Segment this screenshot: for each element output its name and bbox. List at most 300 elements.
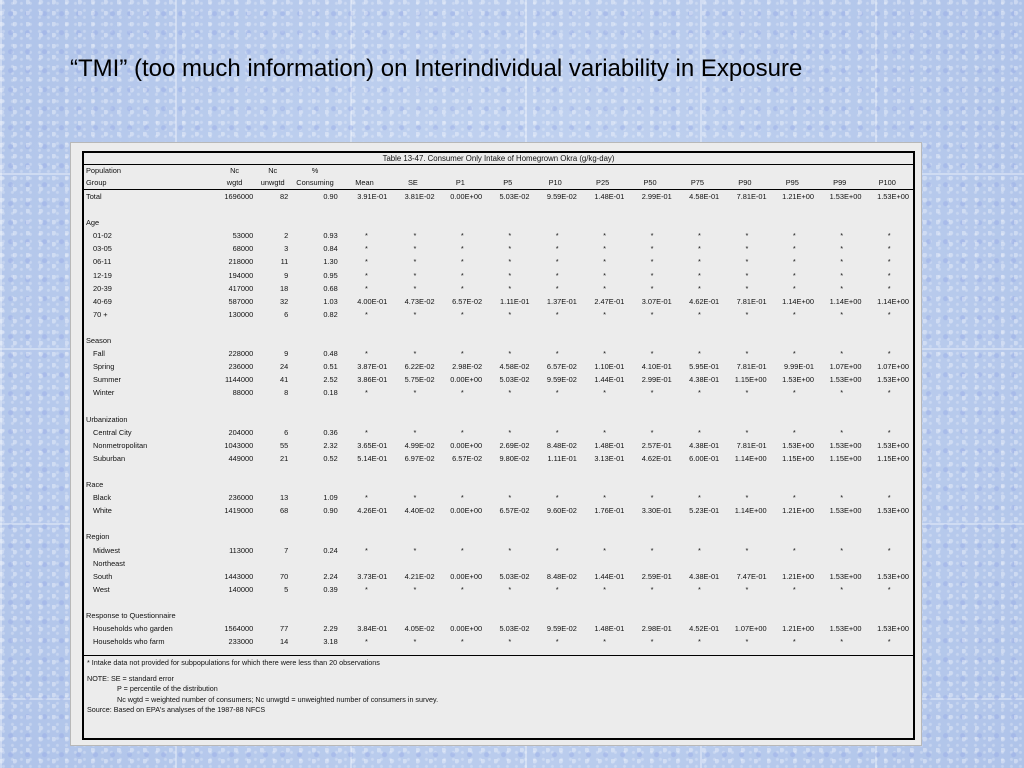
row-label: 01-02 [93, 231, 112, 241]
value-cell: * [365, 545, 368, 555]
value-cell: * [887, 257, 891, 267]
nc-weighted-cell: 1696000 [224, 192, 254, 201]
column-header: % [311, 166, 319, 175]
nc-weighted-cell: 204000 [228, 427, 254, 437]
row-label: Spring [93, 362, 115, 372]
value-cell: 2.57E-01 [641, 440, 672, 450]
value-cell: * [603, 637, 607, 647]
value-cell: * [650, 257, 654, 267]
value-cell: * [698, 427, 701, 437]
value-cell: * [603, 283, 607, 293]
value-cell [342, 557, 391, 570]
value-cell [818, 557, 865, 570]
value-cell: 2.98E-02 [452, 362, 483, 372]
value-cell: * [603, 309, 607, 319]
percent-consuming-cell: 2.29 [323, 624, 338, 634]
value-cell: * [413, 270, 417, 280]
value-cell: * [603, 584, 607, 594]
note-line: P = percentile of the distribution [117, 684, 218, 694]
row-label: 12-19 [93, 270, 112, 280]
column-header: P95 [771, 177, 818, 190]
value-cell: * [555, 637, 559, 647]
table-row [84, 635, 913, 648]
value-cell: * [887, 231, 891, 241]
table-row [84, 452, 913, 465]
value-cell: * [603, 427, 607, 437]
value-cell: 2.99E-01 [641, 192, 672, 201]
value-cell: * [650, 231, 654, 241]
percent-consuming-cell: 1.03 [323, 296, 338, 306]
table-row [84, 242, 913, 255]
nc-unweighted-cell: 41 [280, 375, 289, 385]
table-row [84, 269, 913, 282]
table-row [84, 229, 913, 242]
nc-unweighted-cell: 3 [284, 244, 289, 254]
value-cell: * [555, 244, 559, 254]
percent-consuming-cell: 2.24 [323, 571, 338, 581]
value-cell: 2.59E-01 [641, 571, 672, 581]
value-cell: 0.00E+00 [450, 571, 483, 581]
value-cell: 1.21E+00 [782, 506, 815, 516]
value-cell: 1.48E-01 [594, 192, 625, 201]
value-cell: * [698, 270, 701, 280]
value-cell: * [650, 309, 654, 319]
value-cell: 1.15E+00 [877, 453, 909, 463]
column-header: P50 [628, 177, 675, 190]
nc-unweighted-cell: 7 [284, 545, 289, 555]
value-cell: * [555, 257, 559, 267]
value-cell: 1.53E+00 [782, 440, 815, 450]
nc-weighted-cell [216, 557, 257, 570]
value-cell: * [792, 270, 796, 280]
value-cell: 2.99E-01 [641, 375, 672, 385]
value-cell: 6.57E-02 [546, 362, 577, 372]
value-cell: * [603, 231, 607, 241]
value-cell: * [792, 283, 796, 293]
percent-consuming-cell: 0.36 [323, 427, 338, 437]
value-cell: * [840, 257, 844, 267]
spacer-row [84, 596, 913, 609]
column-header [676, 165, 723, 177]
percent-consuming-cell: 0.24 [323, 545, 338, 555]
nc-weighted-cell: 53000 [232, 231, 254, 241]
value-cell: 1.15E+00 [829, 453, 862, 463]
column-header [486, 165, 533, 177]
column-header: wgtd [216, 177, 257, 190]
section-title: Age [86, 218, 100, 228]
value-cell: 1.14E+00 [782, 296, 815, 306]
column-header: P75 [676, 177, 723, 190]
value-cell: 4.38E-01 [689, 375, 720, 385]
value-cell: 1.14E+00 [734, 453, 767, 463]
value-cell: * [508, 257, 512, 267]
value-cell: * [840, 388, 844, 398]
column-header: P10 [533, 177, 580, 190]
row-label: Total [86, 192, 102, 201]
value-cell: 1.53E+00 [877, 506, 909, 516]
row-label: 70 + [93, 309, 108, 319]
table-row [84, 426, 913, 439]
value-cell: 1.07E+00 [829, 362, 862, 372]
table-row [84, 255, 913, 268]
value-cell: * [698, 637, 701, 647]
value-cell: 1.53E+00 [877, 375, 909, 385]
value-cell: * [460, 637, 464, 647]
value-cell: 0.00E+00 [450, 375, 483, 385]
value-cell: 4.40E-02 [404, 506, 435, 516]
column-header [818, 165, 865, 177]
nc-unweighted-cell: 77 [280, 624, 289, 634]
value-cell: 4.99E-02 [404, 440, 435, 450]
column-header [628, 165, 675, 177]
value-cell: * [650, 427, 654, 437]
value-cell: * [887, 349, 891, 359]
value-cell: 3.13E-01 [594, 453, 625, 463]
nc-weighted-cell: 233000 [228, 637, 254, 647]
value-cell: 0.00E+00 [450, 192, 483, 201]
nc-unweighted-cell: 21 [280, 453, 289, 463]
column-header: Group [84, 177, 216, 190]
percent-consuming-cell: 2.52 [323, 375, 338, 385]
value-cell: * [745, 283, 749, 293]
value-cell: * [792, 349, 796, 359]
value-cell: 8.48E-02 [546, 440, 577, 450]
value-cell: * [698, 584, 701, 594]
value-cell: * [887, 545, 891, 555]
value-cell: * [745, 584, 749, 594]
spacer-cell [84, 596, 913, 609]
nc-weighted-cell: 449000 [228, 453, 254, 463]
value-cell [628, 557, 675, 570]
nc-weighted-cell: 1443000 [224, 571, 254, 581]
value-cell: 3.81E-02 [404, 192, 435, 201]
nc-unweighted-cell: 9 [284, 349, 289, 359]
value-cell: 2.69E-02 [499, 440, 530, 450]
value-cell: * [698, 309, 701, 319]
value-cell [439, 557, 486, 570]
value-cell: * [508, 283, 512, 293]
nc-weighted-cell: 236000 [228, 362, 254, 372]
value-cell: * [413, 257, 417, 267]
value-cell: 1.21E+00 [782, 192, 815, 201]
table-row [84, 295, 913, 308]
value-cell: * [413, 349, 417, 359]
value-cell: 7.81E-01 [736, 192, 767, 201]
value-cell: 3.30E-01 [641, 506, 672, 516]
value-cell: * [365, 349, 368, 359]
nc-unweighted-cell: 14 [280, 637, 289, 647]
value-cell: 3.91E-01 [357, 192, 388, 201]
value-cell: * [887, 427, 891, 437]
value-cell: 6.57E-02 [499, 506, 530, 516]
value-cell: * [413, 231, 417, 241]
value-cell: * [792, 257, 796, 267]
value-cell: 4.05E-02 [404, 624, 435, 634]
nc-weighted-cell: 236000 [228, 493, 254, 503]
section-header-row [84, 216, 913, 229]
value-cell: * [792, 584, 796, 594]
value-cell: 3.07E-01 [641, 296, 672, 306]
value-cell: 1.15E+00 [734, 375, 767, 385]
nc-unweighted-cell: 55 [280, 440, 289, 450]
value-cell: 1.11E-01 [500, 296, 530, 306]
percent-consuming-cell: 0.90 [323, 192, 338, 201]
value-cell: * [745, 257, 749, 267]
nc-weighted-cell: 417000 [228, 283, 254, 293]
header-row [84, 165, 913, 177]
value-cell: * [745, 349, 749, 359]
value-cell: * [603, 270, 607, 280]
section-title: Urbanization [86, 414, 128, 424]
value-cell: * [698, 244, 701, 254]
value-cell: * [555, 427, 559, 437]
value-cell: * [460, 493, 464, 503]
value-cell: 7.81E-01 [736, 440, 767, 450]
table-row [84, 282, 913, 295]
section-title: Season [86, 336, 112, 346]
row-label: Households who farm [93, 637, 165, 647]
nc-unweighted-cell: 18 [280, 283, 289, 293]
row-label: 03-05 [93, 244, 112, 254]
spacer-row [84, 321, 913, 334]
value-cell [865, 557, 913, 570]
value-cell: * [508, 584, 512, 594]
percent-consuming-cell [292, 557, 341, 570]
nc-weighted-cell: 140000 [228, 584, 254, 594]
value-cell: 0.00E+00 [450, 506, 483, 516]
value-cell: * [555, 388, 559, 398]
value-cell: 2.98E-01 [641, 624, 672, 634]
section-header-row [84, 478, 913, 491]
value-cell: * [840, 244, 844, 254]
value-cell: * [745, 637, 749, 647]
value-cell: 7.47E-01 [736, 571, 767, 581]
value-cell: * [698, 545, 701, 555]
nc-weighted-cell: 587000 [228, 296, 254, 306]
table-row [84, 308, 913, 321]
value-cell: 1.37E-01 [546, 296, 577, 306]
value-cell: * [460, 257, 464, 267]
value-cell: 4.58E-02 [499, 362, 530, 372]
value-cell: 9.59E-02 [546, 375, 577, 385]
value-cell: * [840, 231, 844, 241]
nc-weighted-cell: 1564000 [224, 624, 254, 634]
data-table [84, 165, 913, 648]
value-cell: 8.48E-02 [546, 571, 577, 581]
section-header-row [84, 413, 913, 426]
value-cell: * [460, 427, 464, 437]
nc-unweighted-cell: 8 [284, 388, 289, 398]
row-label: Summer [93, 375, 121, 385]
value-cell: * [413, 244, 417, 254]
percent-consuming-cell: 2.32 [323, 440, 338, 450]
value-cell: * [508, 493, 512, 503]
value-cell: * [650, 584, 654, 594]
value-cell: * [460, 545, 464, 555]
value-cell [533, 557, 580, 570]
row-label: Nonmetropolitan [93, 440, 148, 450]
row-label: Midwest [93, 545, 121, 555]
value-cell: * [413, 493, 417, 503]
value-cell: * [508, 244, 512, 254]
column-header: Population [86, 166, 121, 175]
value-cell: * [365, 493, 368, 503]
value-cell: * [413, 283, 417, 293]
slide-title: “TMI” (too much information) on Interindividual variability in Exposure [70, 55, 803, 82]
row-label: Winter [93, 388, 115, 398]
value-cell: * [650, 270, 654, 280]
value-cell: 5.95E-01 [689, 362, 720, 372]
value-cell: 1.53E+00 [829, 571, 862, 581]
value-cell: * [365, 231, 368, 241]
nc-weighted-cell: 1043000 [224, 440, 254, 450]
nc-unweighted-cell: 68 [280, 506, 289, 516]
table-row [84, 373, 913, 386]
nc-weighted-cell: 88000 [232, 388, 254, 398]
value-cell: * [555, 270, 559, 280]
value-cell: * [840, 584, 844, 594]
column-header: P100 [865, 177, 913, 190]
value-cell: * [650, 244, 654, 254]
percent-consuming-cell: 0.95 [323, 270, 338, 280]
value-cell: 3.86E-01 [357, 375, 388, 385]
value-cell: * [887, 584, 891, 594]
value-cell: * [887, 270, 891, 280]
spacer-row [84, 517, 913, 530]
value-cell: * [555, 545, 559, 555]
nc-unweighted-cell: 5 [284, 584, 289, 594]
section-title: Race [86, 480, 104, 490]
value-cell: 4.52E-01 [689, 624, 720, 634]
value-cell: 1.10E-01 [594, 362, 625, 372]
value-cell: * [603, 493, 607, 503]
nc-weighted-cell: 218000 [228, 257, 254, 267]
value-cell: * [460, 309, 464, 319]
value-cell: * [508, 545, 512, 555]
value-cell: * [650, 637, 654, 647]
nc-weighted-cell: 1144000 [224, 375, 254, 385]
value-cell: 5.75E-02 [404, 375, 435, 385]
value-cell: 1.44E-01 [594, 375, 625, 385]
table-row [84, 622, 913, 635]
section-title: Region [86, 532, 110, 542]
value-cell: * [508, 231, 512, 241]
value-cell: 1.15E+00 [782, 453, 815, 463]
value-cell: 4.38E-01 [689, 440, 720, 450]
value-cell: 5.03E-02 [499, 624, 530, 634]
value-cell: * [555, 584, 559, 594]
table-row [84, 570, 913, 583]
column-header: P25 [581, 177, 628, 190]
value-cell: 1.11E-01 [547, 453, 577, 463]
column-header [581, 165, 628, 177]
spacer-row [84, 203, 913, 216]
value-cell: 1.07E+00 [734, 624, 767, 634]
value-cell: 1.44E-01 [594, 571, 625, 581]
value-cell: 1.53E+00 [877, 192, 909, 201]
nc-unweighted-cell: 70 [280, 571, 289, 581]
value-cell: 3.87E-01 [357, 362, 388, 372]
column-header [533, 165, 580, 177]
value-cell: 4.38E-01 [689, 571, 720, 581]
value-cell: 1.53E+00 [877, 440, 909, 450]
value-cell: * [555, 309, 559, 319]
value-cell: * [745, 270, 749, 280]
row-label: Households who garden [93, 624, 173, 634]
value-cell: * [413, 309, 417, 319]
value-cell [581, 557, 628, 570]
value-cell: * [413, 637, 417, 647]
nc-unweighted-cell: 82 [280, 192, 289, 201]
nc-unweighted-cell: 6 [284, 309, 289, 319]
value-cell: 1.14E+00 [734, 506, 767, 516]
value-cell: 9.60E-02 [546, 506, 577, 516]
value-cell: * [365, 584, 368, 594]
column-header: Nc [230, 166, 240, 175]
value-cell: * [840, 309, 844, 319]
value-cell: * [745, 427, 749, 437]
nc-unweighted-cell: 2 [284, 231, 289, 241]
percent-consuming-cell: 0.48 [323, 349, 338, 359]
value-cell: 1.14E+00 [877, 296, 909, 306]
value-cell: 1.53E+00 [782, 375, 815, 385]
column-header: P5 [486, 177, 533, 190]
value-cell: 1.53E+00 [877, 624, 909, 634]
value-cell: 6.00E-01 [689, 453, 720, 463]
value-cell [391, 557, 438, 570]
value-cell: * [555, 231, 559, 241]
percent-consuming-cell: 0.84 [323, 244, 338, 254]
value-cell: * [460, 388, 464, 398]
column-header: P90 [723, 177, 770, 190]
spacer-cell [84, 465, 913, 478]
nc-weighted-cell: 113000 [229, 545, 254, 555]
value-cell [486, 557, 533, 570]
value-cell: * [508, 388, 512, 398]
value-cell: 5.03E-02 [499, 375, 530, 385]
value-cell: 0.00E+00 [450, 440, 483, 450]
value-cell: * [887, 493, 891, 503]
nc-unweighted-cell [257, 557, 292, 570]
value-cell: * [745, 388, 749, 398]
value-cell: * [887, 283, 891, 293]
value-cell: * [365, 283, 368, 293]
column-header [723, 165, 770, 177]
percent-consuming-cell: 0.51 [323, 362, 338, 372]
value-cell: 1.53E+00 [829, 624, 862, 634]
row-label: 40-69 [93, 296, 112, 306]
row-label: South [93, 571, 113, 581]
value-cell: 6.22E-02 [404, 362, 435, 372]
column-header [391, 165, 438, 177]
value-cell: * [365, 244, 368, 254]
value-cell: * [603, 257, 607, 267]
value-cell: * [792, 637, 796, 647]
value-cell: * [792, 388, 796, 398]
value-cell: * [698, 257, 701, 267]
spacer-cell [84, 321, 913, 334]
value-cell: 1.48E-01 [594, 440, 625, 450]
value-cell: * [508, 349, 512, 359]
table-row [84, 583, 913, 596]
value-cell: * [745, 231, 749, 241]
table-row [84, 360, 913, 373]
column-header: Nc [268, 166, 278, 175]
value-cell: * [555, 349, 559, 359]
value-cell: 1.53E+00 [829, 375, 862, 385]
note-line: NOTE: SE = standard error [87, 674, 174, 684]
value-cell: * [365, 257, 368, 267]
